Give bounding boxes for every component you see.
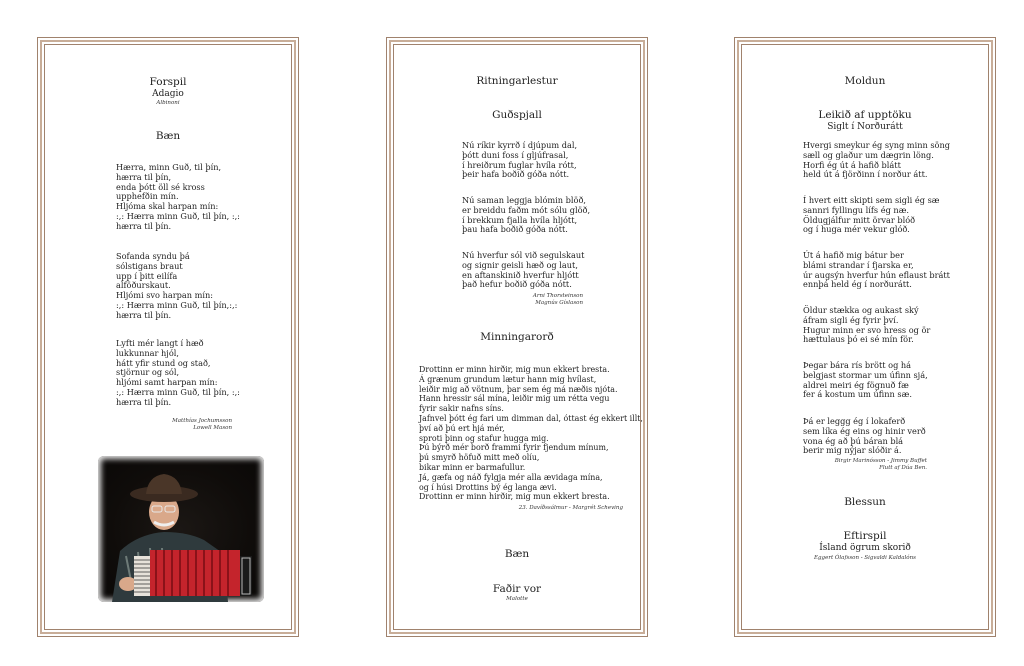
poem-verse-2: Nú saman leggja blómin blöð, er breiddu faðm mót sólu glöð, í brekkum fjalla hvíla hljótt, þau hafa boðið góða nótt. [462, 195, 591, 235]
baen-title-2: Bæn [504, 548, 530, 560]
program-page-left [37, 37, 299, 637]
fadir-vor-title: Faðir vor [492, 583, 542, 595]
hymn-verse-3: Lyfti mér langt í hæð lukkunnar hjól, hátt yfir stund og stað, stjörnur og sól, hljómi samt harpan mín: :,: Hærra minn Guð, til þín, :,: hærra til þín. [116, 338, 240, 407]
hymn-credit: Matthías Jochumsson Lowell Mason [172, 418, 232, 431]
ritningarlestur-title: Ritningarlestur [476, 75, 558, 87]
song-verse-3: Út á hafið mig bátur ber blámi strandar í fjarska er, úr augsýn hverfur hún eflaust brátt ennþá held ég í norðurátt. [803, 250, 950, 290]
accordion-player-photo [98, 456, 264, 602]
psalm-credit: 23. Davíðssálmur - Margrét Scheving [518, 505, 623, 511]
portrait-photo [98, 456, 264, 602]
song-verse-1: Hvergi smeykur ég syng minn söng sæll og glaður um dægrin löng. Horfi ég út á hafið blátt held út á fjörðinn í norður átt. [803, 140, 950, 180]
eftirspil-credit: Eggert Ólafsson - Sigvaldi Kaldalóns [814, 555, 916, 561]
song-verse-6: Þá er leggg ég í lokaferð sem líka ég eins og hinir verð vona ég að þú báran blá berir mig nýjar slóðir á. [803, 416, 926, 456]
hymn-verse-1: Hærra, minn Guð, til þín, hærra til þín, enda þótt öll sé kross upphefðin mín. Hljóma skal harpan mín: :,: Hærra minn Guð, til þín, :,: hærra til þín. [116, 162, 240, 231]
fadir-vor-credit: Malotte [506, 596, 528, 602]
eftirspil-subtitle: Ísland ögrum skorið [819, 543, 911, 553]
leikid-subtitle: Siglt í Norðurátt [827, 122, 903, 132]
eftirspil-title: Eftirspil [843, 530, 887, 542]
psalm-text: Drottinn er minn hirðir, mig mun ekkert bresta. Á grænum grundum lætur hann mig hvílast, leiðir mig að vötnum, þar sem ég má næðis njóta. Hann hressir sál mína, leiðir mig um rétta vegu fyrir sakir nafns síns. Jafnvel þótt ég fari um dimman dal, óttast ég ekkert illt, því að þú ert hjá mér, sproti þinn og stafur hugga mig. Þú býrð mér borð frammi fyrir fjendum mínum, þú smyrð höfuð mitt með olíu, bikar minn er barmafullur. Já, gæfa og náð fylgja mér alla ævidaga mína, og í húsi Drottins bý ég langa ævi. Drottinn er minn hirðir, mig mun ekkert bresta. [419, 365, 643, 502]
poem-credit: Arni Thorsteinson Magnús Gíslason [532, 293, 583, 306]
hymn-verse-2: Sofanda syndu þá sólstigans braut upp í þitt eilífa alföðurskaut. Hljómi svo harpan mín: :,: Hærra minn Guð, til þín,:,: hærra til þín. [116, 251, 238, 320]
song-credit: Birgir Marinósson - Jimmy Buffet Flutt af Dúa Ben. [834, 458, 927, 471]
forspil-credit: Albinoni [156, 100, 180, 106]
forspil-title: Forspil [149, 76, 187, 88]
poem-verse-1: Nú ríkir kyrrð í djúpum dal, þótt duni foss í gljúfrasal, í hreiðrum fuglar hvíla rótt, þeir hafa boðið góða nótt. [462, 140, 578, 180]
leikid-title: Leikið af upptöku [818, 109, 912, 121]
song-verse-2: Í hvert eitt skipti sem sigli ég sæ sannri fyllingu lífs ég næ. Öldugjálfur mitt örvar blóð og í huga mér vekur glóð. [803, 195, 940, 235]
song-verse-4: Öldur stækka og aukast ský áfram sigli ég fyrir því. Hugur minn er svo hress og ör hættulaus þó ei sé mín för. [803, 305, 931, 345]
baen-title: Bæn [155, 130, 181, 142]
song-verse-5: Þegar bára rís brött og há belgjast stormar um úfinn sjá, aldrei meiri ég fögnuð fæ fer á kostum um úfinn sæ. [803, 360, 928, 400]
program-page-right [734, 37, 996, 637]
minningarord-title: Minningarorð [480, 331, 554, 343]
moldun-title: Moldun [844, 75, 886, 87]
blessun-title: Blessun [844, 496, 886, 508]
forspil-subtitle: Adagio [152, 89, 184, 99]
program-page-middle [386, 37, 648, 637]
gudspjall-title: Guðspjall [492, 109, 542, 121]
poem-verse-3: Nú hverfur sól við segulskaut og signir geisli hæð og laut, en aftanskinið hverfur hljótt það hefur boðið góða nótt. [462, 250, 585, 290]
